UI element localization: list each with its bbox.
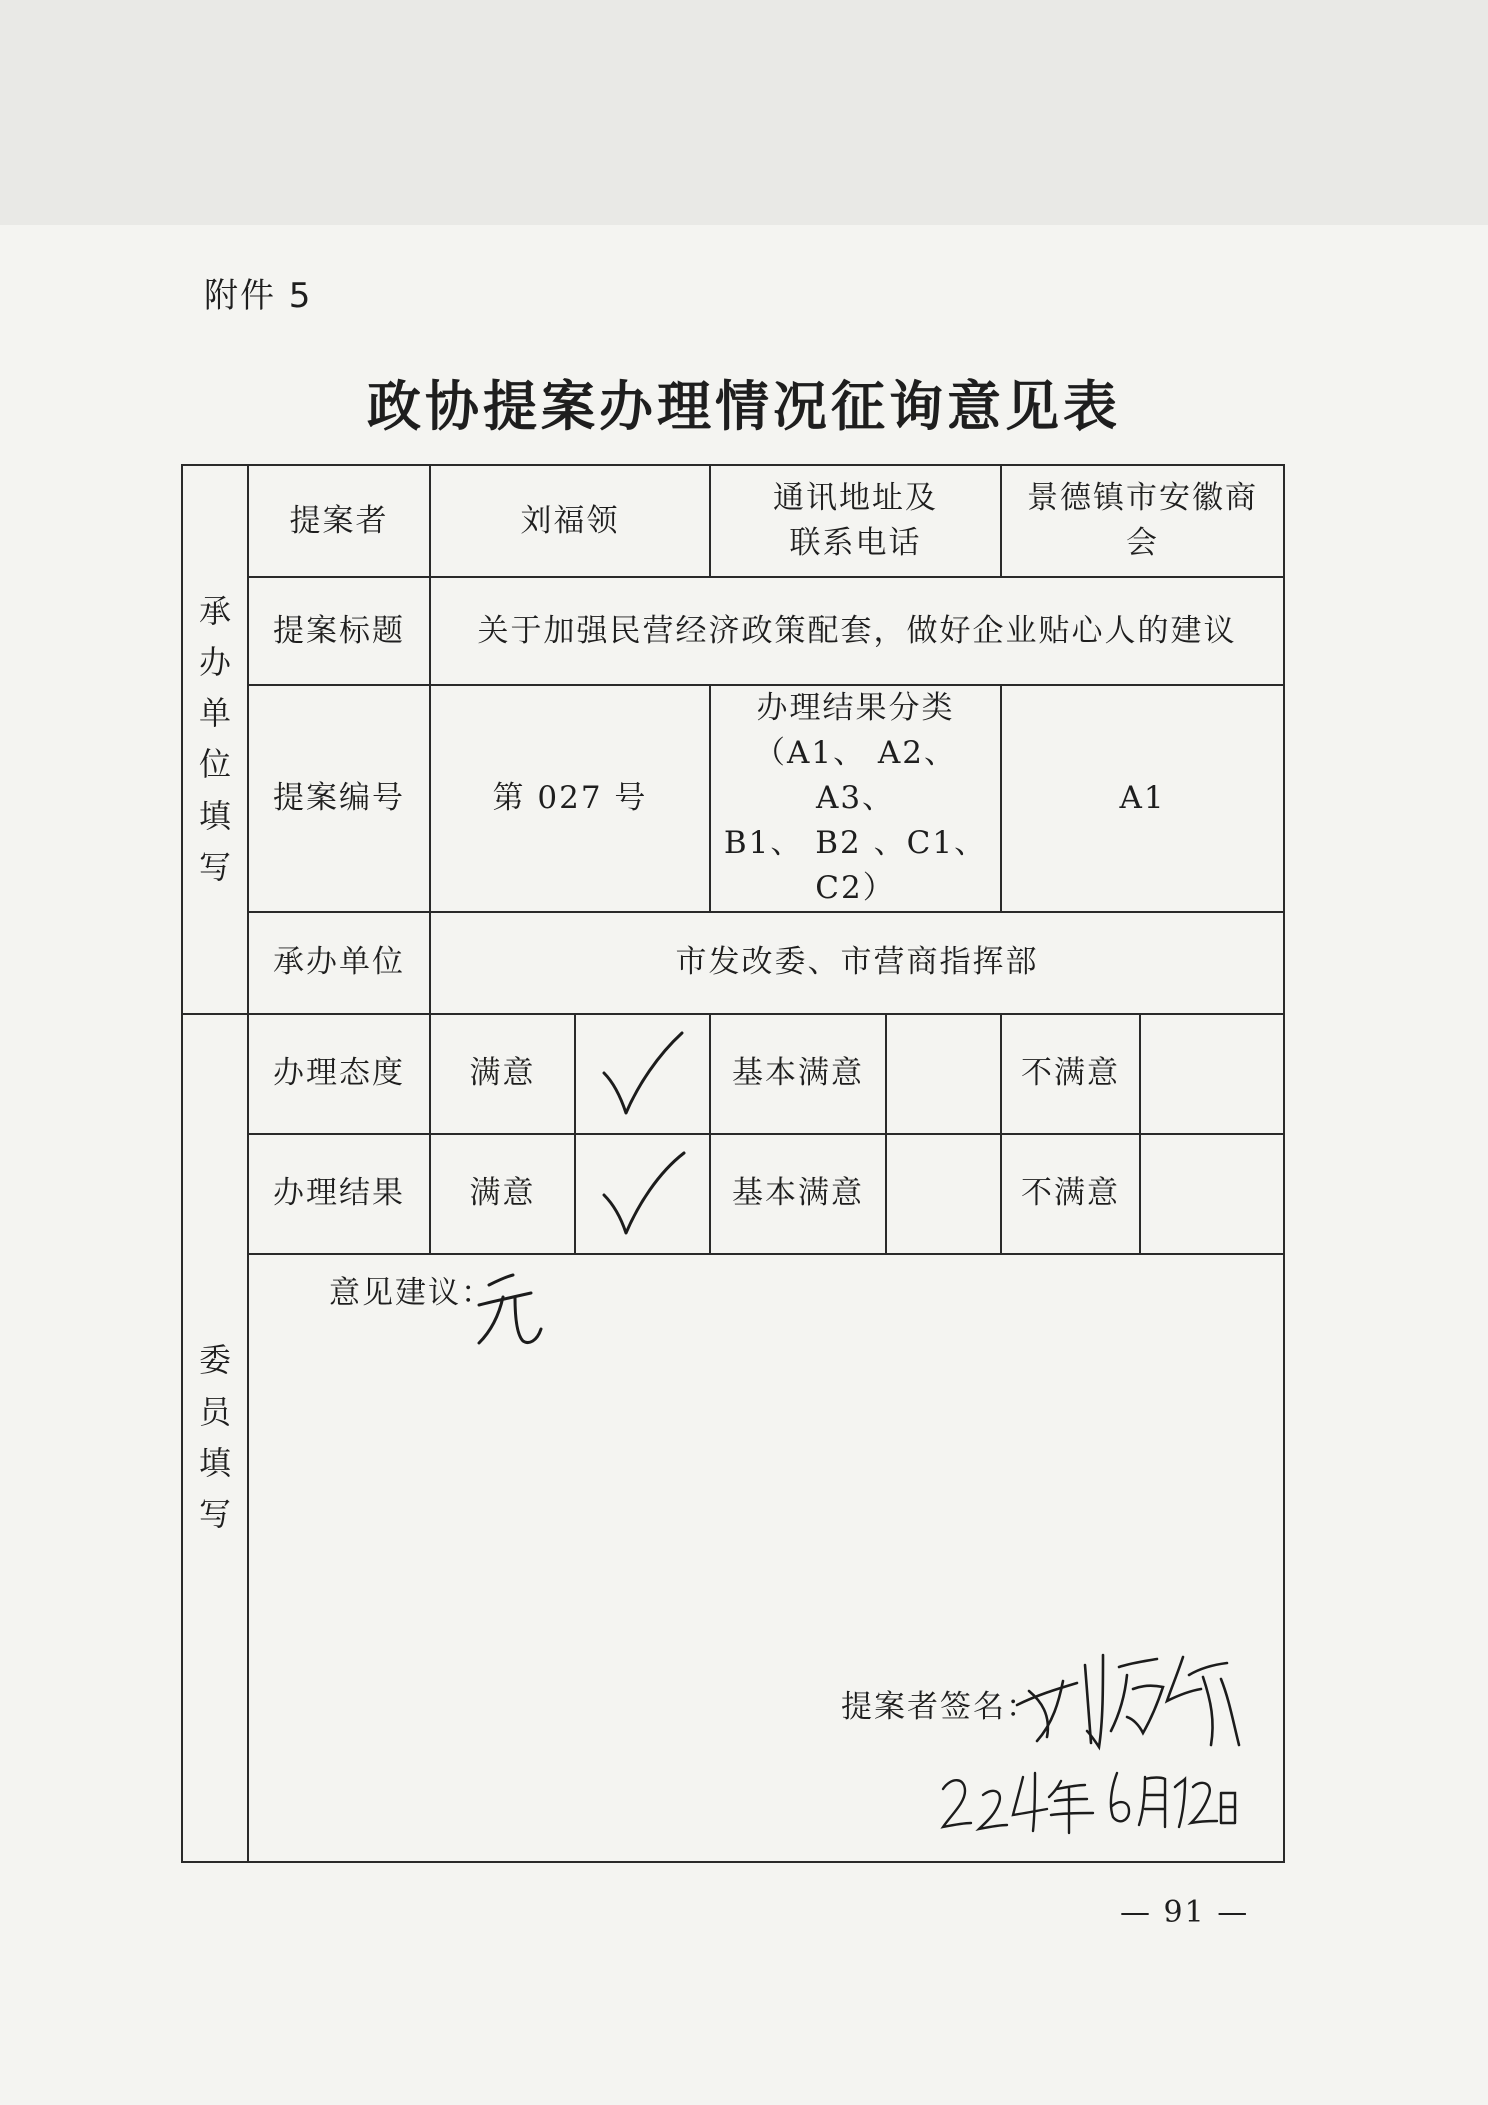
unit-label: 承办单位 — [248, 912, 430, 1014]
checkmark-icon — [598, 1149, 688, 1239]
result-satisfied-label: 满意 — [430, 1134, 575, 1254]
checkmark-icon — [598, 1029, 688, 1119]
attitude-basic-check[interactable] — [886, 1014, 1001, 1134]
opinion-area[interactable] — [248, 1254, 1284, 1862]
handwritten-date — [939, 1763, 1239, 1835]
attachment-label: 附件 5 — [204, 276, 313, 316]
subject-label: 提案标题 — [248, 577, 430, 685]
result-unsatisfied-check[interactable] — [1140, 1134, 1284, 1254]
section-member: 委 员 填 写 — [182, 1014, 248, 1862]
proposer-value: 刘福领 — [430, 465, 710, 577]
contact-value: 景德镇市安徽商 会 — [1001, 465, 1284, 577]
contact-label: 通讯地址及 联系电话 — [710, 465, 1001, 577]
signature-label: 提案者签名： — [841, 1688, 1039, 1725]
unit-value: 市发改委、市营商指挥部 — [430, 912, 1284, 1014]
result-satisfied-check[interactable] — [575, 1134, 710, 1254]
attitude-unsatisfied-label: 不满意 — [1001, 1014, 1140, 1134]
number-label: 提案编号 — [248, 685, 430, 912]
handwritten-opinion-none — [471, 1263, 551, 1353]
result-unsatisfied-label: 不满意 — [1001, 1134, 1140, 1254]
category-value: A1 — [1001, 685, 1284, 912]
result-basic-label: 基本满意 — [710, 1134, 886, 1254]
scan-top-band — [0, 0, 1488, 225]
attitude-label: 办理态度 — [248, 1014, 430, 1134]
number-value: 第 027 号 — [430, 685, 710, 912]
section-undertaker: 承 办 单 位 填 写 — [182, 465, 248, 1014]
opinion-form-table — [181, 464, 1285, 1863]
opinion-label: 意见建议： — [329, 1274, 494, 1311]
proposer-label: 提案者 — [248, 465, 430, 577]
page-title: 政协提案办理情况征询意见表 — [367, 375, 1121, 438]
subject-value: 关于加强民营经济政策配套，做好企业贴心人的建议 — [430, 577, 1284, 685]
attitude-satisfied-check[interactable] — [575, 1014, 710, 1134]
page-number: — 91 — — [1120, 1895, 1250, 1930]
result-label: 办理结果 — [248, 1134, 430, 1254]
attitude-unsatisfied-check[interactable] — [1140, 1014, 1284, 1134]
attitude-satisfied-label: 满意 — [430, 1014, 575, 1134]
attitude-basic-label: 基本满意 — [710, 1014, 886, 1134]
result-basic-check[interactable] — [886, 1134, 1001, 1254]
category-label: 办理结果分类 （A1、 A2、 A3、 B1、 B2 、C1、 C2） — [710, 685, 1001, 912]
handwritten-signature — [1007, 1645, 1247, 1755]
